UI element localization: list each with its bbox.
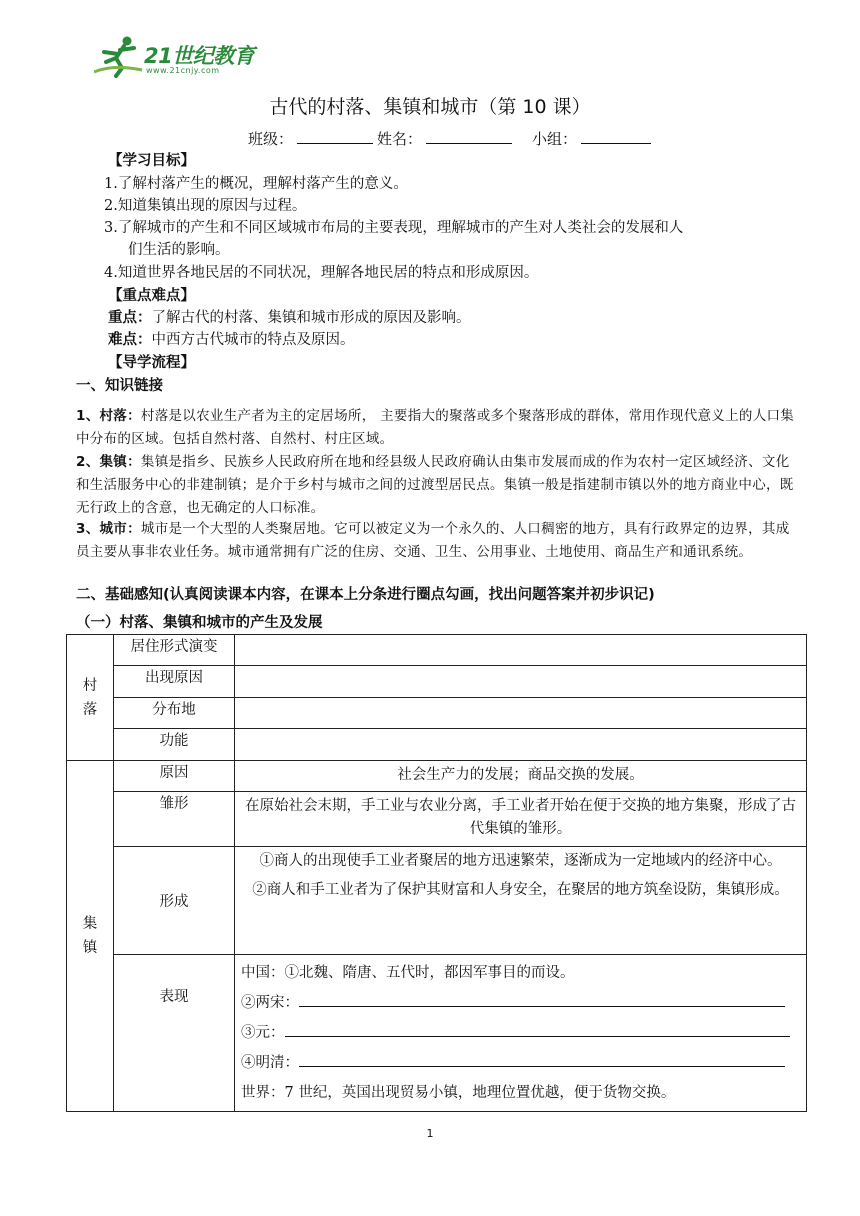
- town-text: 集镇是指乡、民族乡人民政府所在地和经县级人民政府确认由集市发展而成的作为农村一定区域经济、文化和生活服务中心的非建制镇；是介于乡村与城市之间的过渡型居民点。集镇一般是指建制市镇以外的地方商业中心，既无行政上的含意，也无确定的人口标准。: [76, 454, 794, 516]
- village-row-label: 居住形式演变: [114, 635, 235, 666]
- answer-line[interactable]: [299, 1053, 785, 1067]
- answer-cell[interactable]: [235, 666, 807, 698]
- key-label: 重点：: [108, 310, 152, 326]
- runner-icon: [94, 34, 146, 78]
- village-category: 村落: [67, 635, 114, 761]
- hard-text: 中西方古代城市的特点及原因。: [151, 332, 355, 348]
- objectives-heading: 【学习目标】: [108, 153, 195, 169]
- show-yuan-row: ③元：: [241, 1018, 800, 1048]
- town-form-label: 形成: [114, 847, 235, 955]
- objective-item: 1.了解村落产生的概况，理解村落产生的意义。: [104, 176, 408, 192]
- class-blank[interactable]: [297, 130, 373, 144]
- hard-label: 难点：: [108, 332, 152, 348]
- town-cause-label: 原因: [114, 761, 235, 792]
- name-label: 姓名：: [377, 130, 423, 148]
- town-show-label: 表现: [114, 955, 235, 1112]
- key-point: [108, 307, 471, 329]
- town-form-cell: [235, 847, 807, 955]
- town-embryo-label: 雏形: [114, 792, 235, 847]
- city-definition: [76, 518, 802, 564]
- keypoints-heading: 【重点难点】: [108, 288, 195, 304]
- objective-item: 4.知道世界各地民居的不同状况，理解各地民居的特点和形成原因。: [104, 265, 539, 281]
- village-definition: [76, 405, 802, 451]
- process-heading: 【导学流程】: [108, 355, 195, 371]
- page-title: 古代的村落、集镇和城市（第 10 课）: [269, 96, 591, 118]
- name-blank[interactable]: [426, 130, 512, 144]
- show-world: 世界：7 世纪，英国出现贸易小镇，地理位置优越，便于货物交换。: [241, 1085, 676, 1101]
- town-definition: [76, 451, 802, 520]
- town-form-text: ①商人的出现使手工业者聚居的地方迅速繁荣，逐渐成为一定地域内的经济中心。: [259, 853, 782, 869]
- village-row-label: 分布地: [114, 698, 235, 729]
- town-label: 2、集镇：: [76, 454, 141, 470]
- answer-line[interactable]: [285, 1023, 790, 1037]
- group-label: 小组：: [532, 130, 578, 148]
- logo-site: www.21cnjy.com: [146, 66, 220, 75]
- village-row-label: 功能: [114, 729, 235, 761]
- class-label: 班级：: [248, 130, 294, 148]
- section1-heading: 一、知识链接: [76, 378, 163, 394]
- answer-cell[interactable]: [235, 635, 807, 666]
- city-text: 城市是一个大型的人类聚居地。它可以被定义为一个永久的、人口稠密的地方，具有行政界定的边界，其成员主要从事非农业任务。城市通常拥有广泛的住房、交通、卫生、公用事业、土地使用、商品生产和通讯系统。: [76, 521, 790, 560]
- logo-brand: 21世纪教育: [144, 44, 255, 68]
- answer-line[interactable]: [299, 993, 785, 1007]
- key-text: 了解古代的村落、集镇和城市形成的原因及影响。: [151, 310, 471, 326]
- village-row-label: 出现原因: [114, 666, 235, 698]
- show-ming-row: ④明清：: [241, 1048, 800, 1078]
- city-label: 3、城市：: [76, 521, 141, 537]
- show-china: 中国：①北魏、隋唐、五代时，都因军事目的而设。: [241, 965, 575, 981]
- objective-item: 2.知道集镇出现的原因与过程。: [104, 198, 307, 214]
- group-blank[interactable]: [581, 130, 651, 144]
- town-show-cell: [235, 955, 807, 1112]
- hard-point: [108, 329, 355, 351]
- section2-subheading: （一）村落、集镇和城市的产生及发展: [76, 615, 323, 631]
- town-category: 集镇: [67, 761, 114, 1112]
- section2-heading: 二、基础感知(认真阅读课本内容，在课本上分条进行圈点勾画，找出问题答案并初步识记): [76, 587, 655, 603]
- answer-cell[interactable]: [235, 729, 807, 761]
- student-info: [248, 128, 655, 149]
- village-label: 1、村落：: [76, 408, 141, 424]
- site-logo: [94, 34, 264, 78]
- village-text: 村落是以农业生产者为主的定居场所， 主要指大的聚落或多个聚落形成的群体，常用作现代意义上的人口集中分布的区域。包括自然村落、自然村、村庄区域。: [76, 408, 795, 447]
- objective-item: 们生活的影响。: [128, 242, 230, 258]
- answer-cell[interactable]: [235, 698, 807, 729]
- town-embryo-text: 在原始社会末期，手工业与农业分离，手工业者开始在便于交换的地方集聚，形成了古代集镇的雏形。: [235, 792, 807, 847]
- town-form-text: ②商人和手工业者为了保护其财富和人身安全，在聚居的地方筑垒设防，集镇形成。: [252, 882, 789, 898]
- page-number: 1: [426, 1127, 434, 1140]
- town-cause-text: 社会生产力的发展；商品交换的发展。: [235, 761, 807, 792]
- objective-item: 3.了解城市的产生和不同区域城市布局的主要表现，理解城市的产生对人类社会的发展和人: [104, 220, 684, 236]
- show-song-row: ②两宋：: [241, 988, 800, 1018]
- study-table: [66, 634, 807, 1112]
